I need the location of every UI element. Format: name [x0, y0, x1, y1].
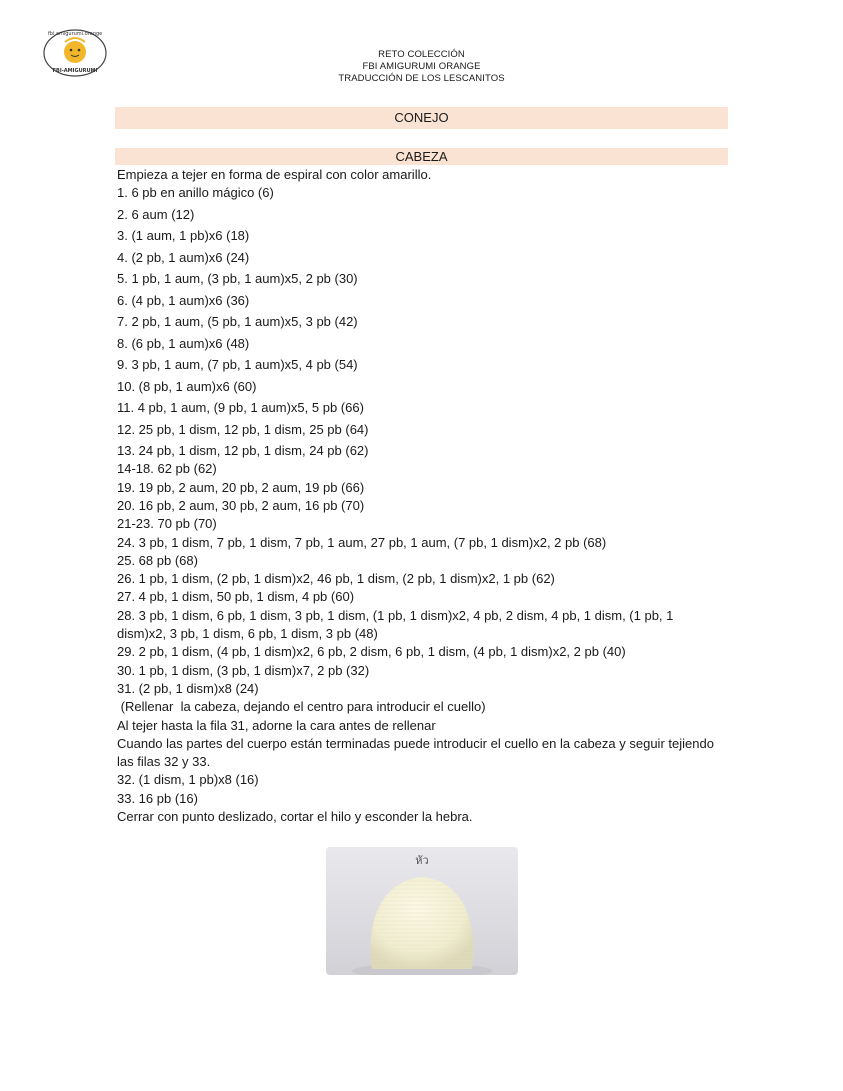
note-text: Al tejer hasta la fila 31, adorne la cara antes de rellenar — [117, 717, 436, 733]
pattern-row: 8. (6 pb, 1 aum)x6 (48) — [117, 335, 250, 351]
pattern-row: 13. 24 pb, 1 dism, 12 pb, 1 dism, 24 pb (62) — [117, 443, 369, 459]
header-line-3: TRADUCCIÓN DE LOS LESCANITOS — [338, 73, 505, 84]
pattern-row: 27. 4 pb, 1 dism, 50 pb, 1 dism, 4 pb (60) — [117, 589, 355, 605]
pattern-row: 3. (1 aum, 1 pb)x6 (18) — [117, 228, 250, 244]
photo-caption: หัว — [415, 854, 429, 867]
pattern-row: 32. (1 dism, 1 pb)x8 (16) — [117, 772, 259, 788]
section-title: CONEJO — [115, 107, 728, 129]
pattern-row: 5. 1 pb, 1 aum, (3 pb, 1 aum)x5, 2 pb (30) — [117, 271, 358, 287]
pattern-instructions — [117, 166, 717, 826]
pattern-row: 4. (2 pb, 1 aum)x6 (24) — [117, 249, 250, 265]
pattern-row: 2. 6 aum (12) — [117, 206, 195, 222]
pattern-row: 14-18. 62 pb (62) — [117, 461, 217, 477]
pattern-row: 28. 3 pb, 1 dism, 6 pb, 1 dism, 3 pb, 1 dism, (1 pb, 1 dism)x2, 4 pb, 2 dism, 4 pb, 1 dism, (1 pb, 1 dism)x2, 3 pb, 1 dism, 6 pb, 1 dism, 3 pb (48) — [117, 607, 678, 642]
note-text: Cuando las partes del cuerpo están terminadas puede introducir el cuello en la cabeza y seguir tejiendo las filas 32 y 33. — [117, 735, 718, 770]
pattern-row: 19. 19 pb, 2 aum, 20 pb, 2 aum, 19 pb (66) — [117, 479, 365, 495]
pattern-row: 1. 6 pb en anillo mágico (6) — [117, 185, 274, 201]
pattern-row: 26. 1 pb, 1 dism, (2 pb, 1 dism)x2, 46 pb, 1 dism, (2 pb, 1 dism)x2, 1 pb (62) — [117, 571, 555, 587]
pattern-row: 10. (8 pb, 1 aum)x6 (60) — [117, 378, 257, 394]
header-line-2: FBI AMIGURUMI ORANGE — [362, 61, 481, 72]
pattern-row: 31. (2 pb, 1 dism)x8 (24) — [117, 680, 259, 696]
intro-text: Empieza a tejer en forma de espiral con color amarillo. — [117, 167, 432, 182]
closing-text: Cerrar con punto deslizado, cortar el hilo y esconder la hebra. — [117, 809, 473, 825]
pattern-row: 7. 2 pb, 1 aum, (5 pb, 1 aum)x5, 3 pb (42) — [117, 314, 358, 330]
crochet-head-photo — [326, 847, 518, 975]
pattern-row: 25. 68 pb (68) — [117, 552, 198, 568]
note-text: (Rellenar la cabeza, dejando el centro para introducir el cuello) — [117, 699, 486, 715]
document-header — [0, 49, 843, 85]
pattern-row: 11. 4 pb, 1 aum, (9 pb, 1 aum)x5, 5 pb (66) — [117, 400, 364, 416]
subsection-title: CABEZA — [115, 148, 728, 165]
logo-text-top: fbi.amigurumi.orange — [48, 31, 103, 37]
pattern-row: 6. (4 pb, 1 aum)x6 (36) — [117, 292, 250, 308]
header-line-1: RETO COLECCIÓN — [378, 49, 465, 60]
pattern-row: 29. 2 pb, 1 dism, (4 pb, 1 dism)x2, 6 pb, 2 dism, 6 pb, 1 dism, (4 pb, 1 dism)x2, 2 pb (40) — [117, 644, 626, 660]
logo-text-bottom: FBI-AMIGURUMI — [52, 68, 98, 74]
pattern-row: 9. 3 pb, 1 aum, (7 pb, 1 aum)x5, 4 pb (54) — [117, 357, 358, 373]
pattern-row: 24. 3 pb, 1 dism, 7 pb, 1 dism, 7 pb, 1 aum, 27 pb, 1 aum, (7 pb, 1 dism)x2, 2 pb (68) — [117, 534, 607, 550]
pattern-row: 30. 1 pb, 1 dism, (3 pb, 1 dism)x7, 2 pb (32) — [117, 662, 370, 678]
pattern-row: 12. 25 pb, 1 dism, 12 pb, 1 dism, 25 pb (64) — [117, 421, 369, 437]
pattern-row: 20. 16 pb, 2 aum, 30 pb, 2 aum, 16 pb (70) — [117, 498, 365, 513]
pattern-row: 33. 16 pb (16) — [117, 790, 198, 806]
pattern-row: 21-23. 70 pb (70) — [117, 516, 217, 532]
